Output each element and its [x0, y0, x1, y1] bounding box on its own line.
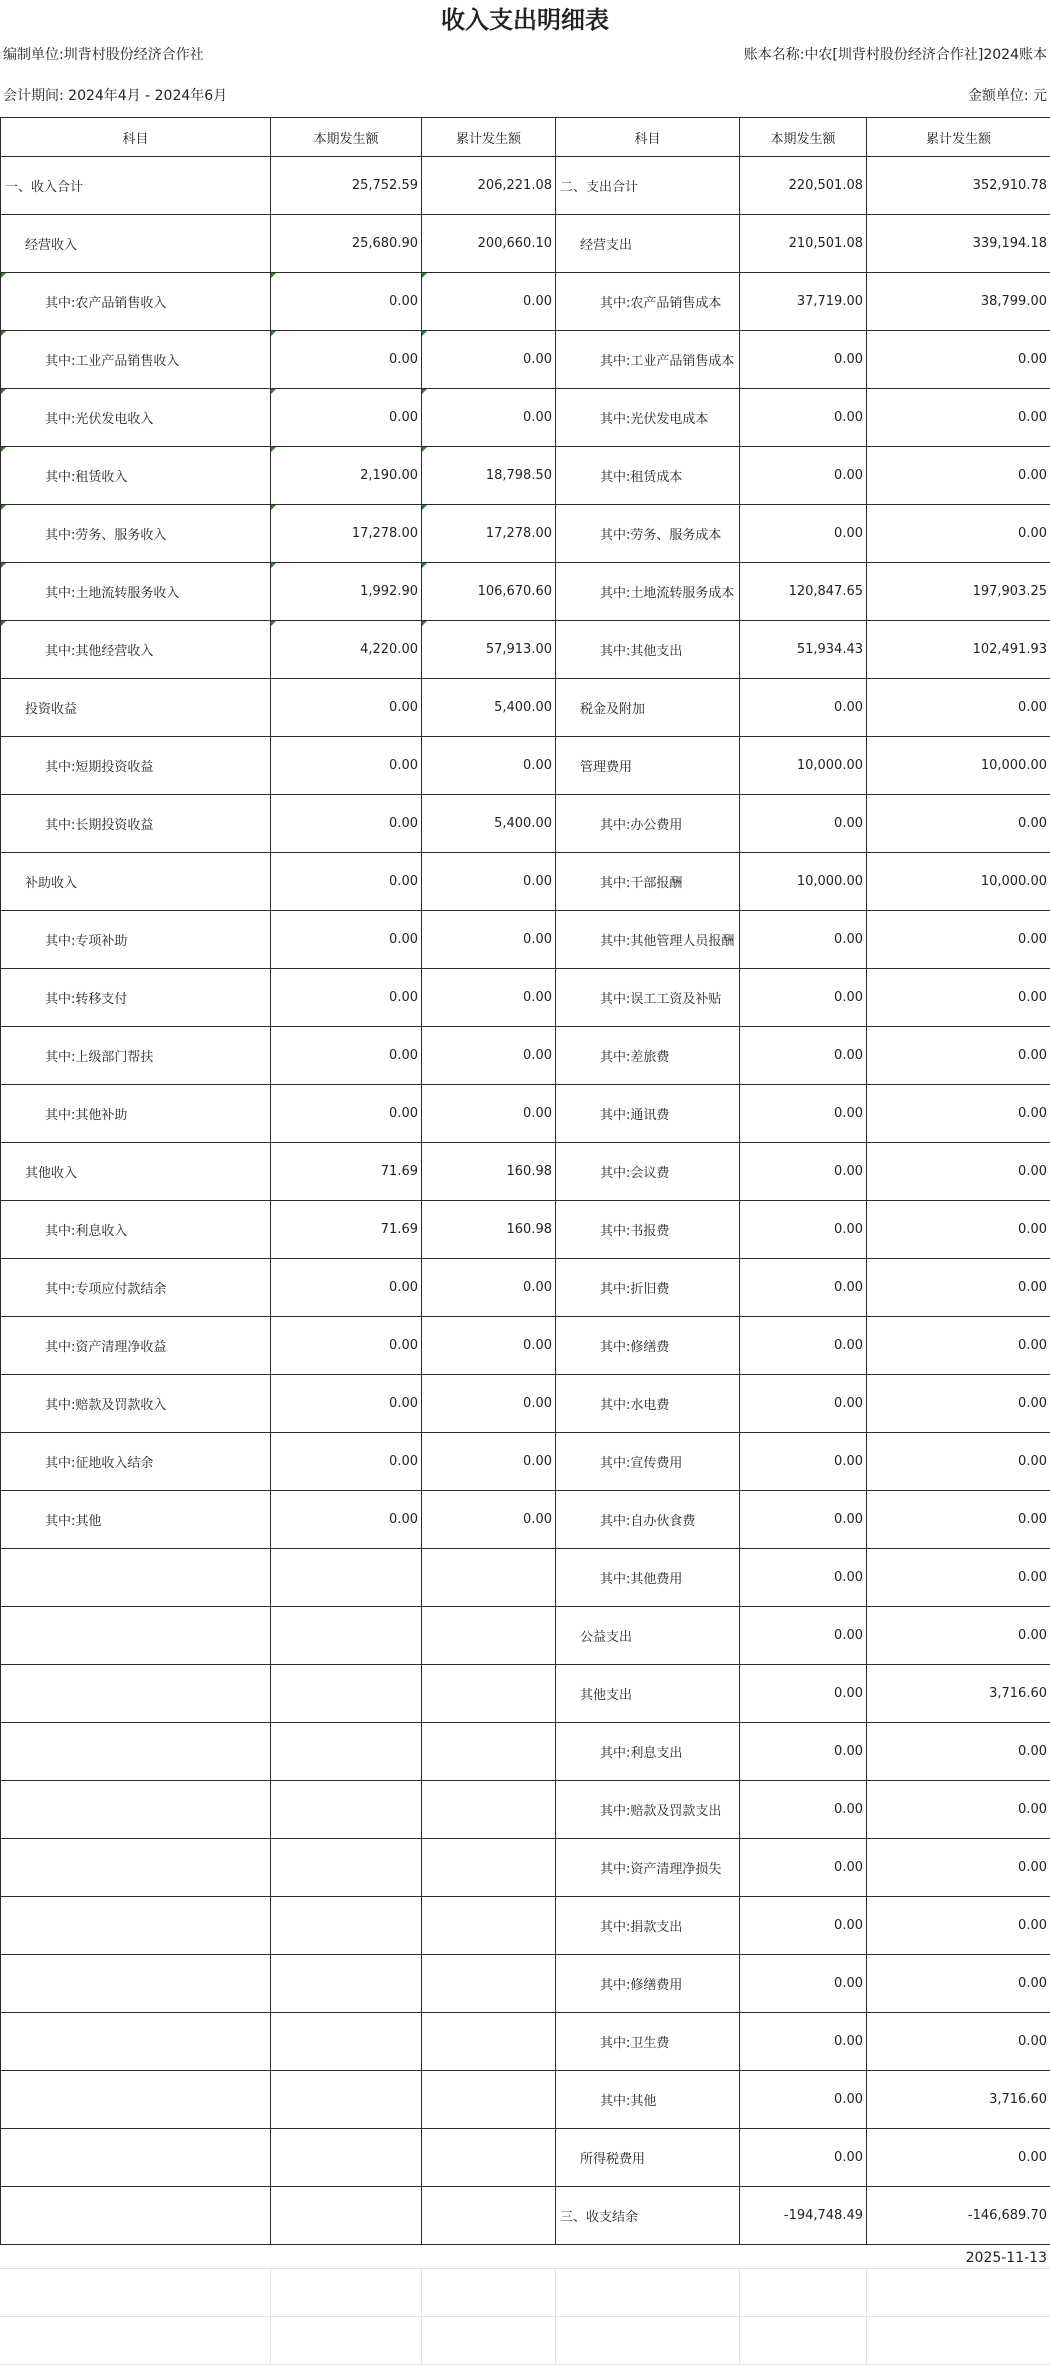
expense-cumulative-amount: 339,194.18: [867, 215, 1050, 273]
table-row: [1, 737, 1050, 795]
expense-current-amount: 0.00: [740, 1433, 867, 1491]
expense-cumulative-amount: 38,799.00: [867, 273, 1050, 331]
expense-cumulative-amount: 3,716.60: [867, 1665, 1050, 1723]
table-row: [1, 1491, 1050, 1549]
cell-marker-icon: [271, 273, 276, 278]
expense-cumulative-amount: 197,903.25: [867, 563, 1050, 621]
table-row: [1, 1607, 1050, 1665]
print-date: 2025-11-13: [965, 2250, 1047, 2266]
expense-subject: 税金及附加: [556, 679, 740, 737]
income-current-amount: 0.00: [271, 1491, 422, 1549]
income-cumulative-amount: [422, 2071, 556, 2129]
table-row: [1, 215, 1050, 273]
income-subject: 其中:光伏发电收入: [1, 389, 271, 447]
income-subject: 其中:租赁收入: [1, 447, 271, 505]
expense-current-amount: 10,000.00: [740, 853, 867, 911]
income-subject: 其中:劳务、服务收入: [1, 505, 271, 563]
income-subject: 其中:短期投资收益: [1, 737, 271, 795]
income-cumulative-amount: 0.00: [422, 853, 556, 911]
income-subject: 投资收益: [1, 679, 271, 737]
income-cumulative-amount: 0.00: [422, 911, 556, 969]
table-row: [1, 1259, 1050, 1317]
expense-current-amount: 0.00: [740, 1607, 867, 1665]
expense-current-amount: 0.00: [740, 2129, 867, 2187]
expense-current-amount: 0.00: [740, 2071, 867, 2129]
expense-cumulative-amount: 10,000.00: [867, 737, 1050, 795]
expense-current-amount: 0.00: [740, 1665, 867, 1723]
table-row: [1, 2187, 1050, 2245]
table-row: [1, 1317, 1050, 1375]
income-subject: [1, 1665, 271, 1723]
expense-subject: 其中:修缮费用: [556, 1955, 740, 2013]
expense-cumulative-amount: 0.00: [867, 795, 1050, 853]
income-subject: 其中:土地流转服务收入: [1, 563, 271, 621]
expense-cumulative-amount: 10,000.00: [867, 853, 1050, 911]
income-subject: [1, 1955, 271, 2013]
income-subject: 经营收入: [1, 215, 271, 273]
income-cumulative-amount: 0.00: [422, 1259, 556, 1317]
expense-current-amount: 0.00: [740, 447, 867, 505]
table-row: [1, 1143, 1050, 1201]
expense-cumulative-amount: 0.00: [867, 1433, 1050, 1491]
income-current-amount: [271, 1955, 422, 2013]
expense-subject: 其中:劳务、服务成本: [556, 505, 740, 563]
expense-subject: 其中:资产清理净损失: [556, 1839, 740, 1897]
income-current-amount: 4,220.00: [271, 621, 422, 679]
income-current-amount: 0.00: [271, 273, 422, 331]
expense-cumulative-amount: 0.00: [867, 1085, 1050, 1143]
cell-marker-icon: [1, 505, 6, 510]
income-current-amount: 0.00: [271, 331, 422, 389]
income-current-amount: [271, 2071, 422, 2129]
expense-subject: 公益支出: [556, 1607, 740, 1665]
income-cumulative-amount: 18,798.50: [422, 447, 556, 505]
income-current-amount: [271, 1897, 422, 1955]
income-current-amount: 0.00: [271, 911, 422, 969]
income-cumulative-amount: 160.98: [422, 1201, 556, 1259]
cell-marker-icon: [422, 331, 427, 336]
income-cumulative-amount: 200,660.10: [422, 215, 556, 273]
expense-subject: 其中:卫生费: [556, 2013, 740, 2071]
expense-cumulative-amount: 0.00: [867, 1143, 1050, 1201]
income-current-amount: 25,680.90: [271, 215, 422, 273]
table-row: [1, 1839, 1050, 1897]
expense-subject: 其中:修缮费: [556, 1317, 740, 1375]
income-current-amount: [271, 2013, 422, 2071]
expense-cumulative-amount: 0.00: [867, 1259, 1050, 1317]
expense-subject: 其中:赔款及罚款支出: [556, 1781, 740, 1839]
expense-current-amount: 0.00: [740, 505, 867, 563]
expense-current-amount: 0.00: [740, 389, 867, 447]
expense-cumulative-amount: -146,689.70: [867, 2187, 1050, 2245]
table-row: [1, 1433, 1050, 1491]
table-row: [1, 2129, 1050, 2187]
expense-current-amount: 0.00: [740, 795, 867, 853]
expense-subject: 其中:通讯费: [556, 1085, 740, 1143]
expense-subject: 其中:误工工资及补贴: [556, 969, 740, 1027]
expense-current-amount: 0.00: [740, 2013, 867, 2071]
col-header-income-cumulative: 累计发生额: [422, 118, 556, 157]
income-current-amount: [271, 1723, 422, 1781]
income-cumulative-amount: 0.00: [422, 1433, 556, 1491]
expense-subject: 其中:利息支出: [556, 1723, 740, 1781]
income-cumulative-amount: 0.00: [422, 969, 556, 1027]
expense-cumulative-amount: 0.00: [867, 1027, 1050, 1085]
expense-current-amount: 0.00: [740, 1839, 867, 1897]
expense-current-amount: 0.00: [740, 1085, 867, 1143]
income-subject: 其中:专项应付款结余: [1, 1259, 271, 1317]
expense-cumulative-amount: 0.00: [867, 679, 1050, 737]
expense-subject: 其中:农产品销售成本: [556, 273, 740, 331]
income-current-amount: 1,992.90: [271, 563, 422, 621]
expense-subject: 其中:其他支出: [556, 621, 740, 679]
expense-current-amount: 0.00: [740, 1375, 867, 1433]
income-current-amount: [271, 1607, 422, 1665]
income-cumulative-amount: 160.98: [422, 1143, 556, 1201]
income-current-amount: 0.00: [271, 389, 422, 447]
expense-subject: 其中:光伏发电成本: [556, 389, 740, 447]
expense-subject: 其中:书报费: [556, 1201, 740, 1259]
expense-cumulative-amount: 0.00: [867, 1375, 1050, 1433]
expense-current-amount: 51,934.43: [740, 621, 867, 679]
expense-subject: 经营支出: [556, 215, 740, 273]
cell-marker-icon: [271, 447, 276, 452]
empty-grid-area: [0, 2268, 1050, 2365]
expense-subject: 其中:折旧费: [556, 1259, 740, 1317]
income-subject: 其中:长期投资收益: [1, 795, 271, 853]
expense-current-amount: 0.00: [740, 331, 867, 389]
expense-current-amount: 0.00: [740, 1781, 867, 1839]
income-current-amount: [271, 2129, 422, 2187]
table-row: [1, 1085, 1050, 1143]
table-row: [1, 621, 1050, 679]
table-row: [1, 331, 1050, 389]
expense-cumulative-amount: 0.00: [867, 331, 1050, 389]
cell-marker-icon: [422, 505, 427, 510]
income-subject: 补助收入: [1, 853, 271, 911]
income-cumulative-amount: 57,913.00: [422, 621, 556, 679]
expense-subject: 其中:干部报酬: [556, 853, 740, 911]
income-subject: [1, 2129, 271, 2187]
expense-subject: 其中:差旅费: [556, 1027, 740, 1085]
income-subject: [1, 1607, 271, 1665]
expense-subject: 其中:水电费: [556, 1375, 740, 1433]
col-header-expense-cumulative: 累计发生额: [867, 118, 1050, 157]
expense-cumulative-amount: 0.00: [867, 1607, 1050, 1665]
table-row: [1, 1375, 1050, 1433]
income-cumulative-amount: 5,400.00: [422, 679, 556, 737]
income-cumulative-amount: 5,400.00: [422, 795, 556, 853]
table-row: [1, 389, 1050, 447]
expense-current-amount: 210,501.08: [740, 215, 867, 273]
col-header-expense-current: 本期发生额: [740, 118, 867, 157]
expense-cumulative-amount: 0.00: [867, 1723, 1050, 1781]
income-cumulative-amount: 0.00: [422, 1027, 556, 1085]
income-current-amount: 0.00: [271, 1375, 422, 1433]
expense-current-amount: 220,501.08: [740, 157, 867, 215]
cell-marker-icon: [271, 563, 276, 568]
expense-subject: 其中:其他费用: [556, 1549, 740, 1607]
expense-cumulative-amount: 0.00: [867, 1955, 1050, 2013]
income-current-amount: 0.00: [271, 1259, 422, 1317]
income-cumulative-amount: 0.00: [422, 331, 556, 389]
expense-subject: 其中:办公费用: [556, 795, 740, 853]
expense-subject: 其他支出: [556, 1665, 740, 1723]
expense-cumulative-amount: 0.00: [867, 1549, 1050, 1607]
table-row: [1, 273, 1050, 331]
cell-marker-icon: [422, 447, 427, 452]
expense-current-amount: 37,719.00: [740, 273, 867, 331]
income-current-amount: 25,752.59: [271, 157, 422, 215]
expense-cumulative-amount: 0.00: [867, 1491, 1050, 1549]
income-current-amount: 0.00: [271, 795, 422, 853]
income-subject: 其中:利息收入: [1, 1201, 271, 1259]
expense-cumulative-amount: 3,716.60: [867, 2071, 1050, 2129]
income-cumulative-amount: 17,278.00: [422, 505, 556, 563]
income-cumulative-amount: [422, 1781, 556, 1839]
income-cumulative-amount: [422, 1955, 556, 2013]
income-subject: 其中:工业产品销售收入: [1, 331, 271, 389]
accounting-period: 会计期间: 2024年4月 - 2024年6月: [3, 88, 228, 104]
expense-subject: 其中:其他管理人员报酬: [556, 911, 740, 969]
income-subject: 其他收入: [1, 1143, 271, 1201]
income-current-amount: [271, 1665, 422, 1723]
income-current-amount: 2,190.00: [271, 447, 422, 505]
income-cumulative-amount: 206,221.08: [422, 157, 556, 215]
cell-marker-icon: [1, 273, 6, 278]
expense-subject: 所得税费用: [556, 2129, 740, 2187]
income-current-amount: 0.00: [271, 1085, 422, 1143]
income-current-amount: 0.00: [271, 1433, 422, 1491]
expense-current-amount: 0.00: [740, 1723, 867, 1781]
cell-marker-icon: [1, 389, 6, 394]
expense-subject: 三、收支结余: [556, 2187, 740, 2245]
table-row: [1, 1897, 1050, 1955]
cell-marker-icon: [422, 621, 427, 626]
cell-marker-icon: [422, 389, 427, 394]
income-current-amount: 0.00: [271, 679, 422, 737]
table-row: [1, 1549, 1050, 1607]
income-subject: [1, 2013, 271, 2071]
income-subject: 其中:征地收入结余: [1, 1433, 271, 1491]
expense-cumulative-amount: 0.00: [867, 1317, 1050, 1375]
income-expense-table: [0, 117, 1050, 2245]
expense-cumulative-amount: 0.00: [867, 1839, 1050, 1897]
expense-current-amount: -194,748.49: [740, 2187, 867, 2245]
expense-cumulative-amount: 0.00: [867, 389, 1050, 447]
income-cumulative-amount: [422, 1897, 556, 1955]
income-subject: 其中:转移支付: [1, 969, 271, 1027]
cell-marker-icon: [271, 621, 276, 626]
col-header-income-subject: 科目: [1, 118, 271, 157]
table-row: [1, 505, 1050, 563]
income-cumulative-amount: 0.00: [422, 737, 556, 795]
table-row: [1, 563, 1050, 621]
table-row: [1, 157, 1050, 215]
income-subject: [1, 1839, 271, 1897]
income-subject: [1, 1781, 271, 1839]
expense-cumulative-amount: 352,910.78: [867, 157, 1050, 215]
table-row: [1, 2013, 1050, 2071]
expense-current-amount: 0.00: [740, 679, 867, 737]
expense-subject: 其中:租赁成本: [556, 447, 740, 505]
cell-marker-icon: [1, 331, 6, 336]
income-cumulative-amount: [422, 1665, 556, 1723]
cell-marker-icon: [1, 447, 6, 452]
table-row: [1, 1665, 1050, 1723]
expense-current-amount: 0.00: [740, 1317, 867, 1375]
table-row: [1, 1027, 1050, 1085]
col-header-income-current: 本期发生额: [271, 118, 422, 157]
compiling-unit: 编制单位:圳背村股份经济合作社: [3, 47, 204, 63]
income-cumulative-amount: [422, 1839, 556, 1897]
income-current-amount: 0.00: [271, 853, 422, 911]
income-cumulative-amount: 106,670.60: [422, 563, 556, 621]
table-row: [1, 1201, 1050, 1259]
expense-cumulative-amount: 0.00: [867, 1201, 1050, 1259]
income-subject: 其中:其他补助: [1, 1085, 271, 1143]
table-row: [1, 447, 1050, 505]
income-current-amount: 0.00: [271, 1317, 422, 1375]
expense-current-amount: 0.00: [740, 1955, 867, 2013]
report-title: 收入支出明细表: [441, 6, 609, 34]
expense-cumulative-amount: 0.00: [867, 1897, 1050, 1955]
ledger-name: 账本名称:中农[圳背村股份经济合作社]2024账本: [743, 47, 1047, 63]
expense-current-amount: 0.00: [740, 1027, 867, 1085]
expense-cumulative-amount: 0.00: [867, 505, 1050, 563]
income-current-amount: 0.00: [271, 969, 422, 1027]
expense-subject: 其中:其他: [556, 2071, 740, 2129]
expense-subject: 其中:工业产品销售成本: [556, 331, 740, 389]
table-row: [1, 1781, 1050, 1839]
currency-unit: 金额单位: 元: [967, 88, 1047, 104]
income-current-amount: [271, 1781, 422, 1839]
income-cumulative-amount: [422, 1607, 556, 1665]
cell-marker-icon: [1, 563, 6, 568]
income-cumulative-amount: 0.00: [422, 1317, 556, 1375]
expense-subject: 管理费用: [556, 737, 740, 795]
cell-marker-icon: [271, 389, 276, 394]
income-cumulative-amount: 0.00: [422, 1375, 556, 1433]
expense-cumulative-amount: 0.00: [867, 2129, 1050, 2187]
cell-marker-icon: [271, 331, 276, 336]
expense-cumulative-amount: 0.00: [867, 2013, 1050, 2071]
cell-marker-icon: [1, 621, 6, 626]
income-subject: [1, 2071, 271, 2129]
income-subject: 其中:上级部门帮扶: [1, 1027, 271, 1085]
cell-marker-icon: [271, 505, 276, 510]
table-row: [1, 679, 1050, 737]
income-current-amount: 17,278.00: [271, 505, 422, 563]
expense-current-amount: 0.00: [740, 1549, 867, 1607]
cell-marker-icon: [422, 563, 427, 568]
income-cumulative-amount: 0.00: [422, 1085, 556, 1143]
cell-marker-icon: [422, 273, 427, 278]
income-cumulative-amount: 0.00: [422, 1491, 556, 1549]
expense-current-amount: 0.00: [740, 1491, 867, 1549]
expense-cumulative-amount: 0.00: [867, 969, 1050, 1027]
table-header-row: [1, 118, 1050, 157]
income-cumulative-amount: [422, 2187, 556, 2245]
income-subject: 其中:专项补助: [1, 911, 271, 969]
expense-current-amount: 0.00: [740, 911, 867, 969]
income-cumulative-amount: [422, 2129, 556, 2187]
income-subject: 其中:农产品销售收入: [1, 273, 271, 331]
income-subject: 其中:赔款及罚款收入: [1, 1375, 271, 1433]
expense-cumulative-amount: 0.00: [867, 447, 1050, 505]
expense-subject: 其中:会议费: [556, 1143, 740, 1201]
expense-cumulative-amount: 0.00: [867, 911, 1050, 969]
expense-cumulative-amount: 0.00: [867, 1781, 1050, 1839]
expense-current-amount: 0.00: [740, 1897, 867, 1955]
income-current-amount: [271, 1549, 422, 1607]
income-subject: 其中:其他: [1, 1491, 271, 1549]
income-current-amount: 0.00: [271, 1027, 422, 1085]
expense-current-amount: 0.00: [740, 1201, 867, 1259]
income-subject: 一、收入合计: [1, 157, 271, 215]
income-subject: 其中:资产清理净收益: [1, 1317, 271, 1375]
expense-subject: 二、支出合计: [556, 157, 740, 215]
table-row: [1, 1955, 1050, 2013]
income-current-amount: 71.69: [271, 1143, 422, 1201]
expense-current-amount: 120,847.65: [740, 563, 867, 621]
expense-subject: 其中:捐款支出: [556, 1897, 740, 1955]
table-row: [1, 911, 1050, 969]
income-cumulative-amount: 0.00: [422, 389, 556, 447]
income-subject: [1, 1897, 271, 1955]
expense-current-amount: 0.00: [740, 969, 867, 1027]
income-subject: [1, 1723, 271, 1781]
income-subject: [1, 1549, 271, 1607]
expense-current-amount: 0.00: [740, 1143, 867, 1201]
expense-subject: 其中:宣传费用: [556, 1433, 740, 1491]
expense-current-amount: 10,000.00: [740, 737, 867, 795]
expense-subject: 其中:自办伙食费: [556, 1491, 740, 1549]
income-cumulative-amount: [422, 2013, 556, 2071]
table-row: [1, 853, 1050, 911]
table-row: [1, 2071, 1050, 2129]
income-subject: [1, 2187, 271, 2245]
table-row: [1, 1723, 1050, 1781]
income-current-amount: [271, 1839, 422, 1897]
income-current-amount: 0.00: [271, 737, 422, 795]
income-subject: 其中:其他经营收入: [1, 621, 271, 679]
table-row: [1, 969, 1050, 1027]
income-cumulative-amount: [422, 1723, 556, 1781]
table-row: [1, 795, 1050, 853]
expense-cumulative-amount: 102,491.93: [867, 621, 1050, 679]
income-cumulative-amount: 0.00: [422, 273, 556, 331]
expense-subject: 其中:土地流转服务成本: [556, 563, 740, 621]
col-header-expense-subject: 科目: [556, 118, 740, 157]
income-cumulative-amount: [422, 1549, 556, 1607]
income-current-amount: [271, 2187, 422, 2245]
expense-current-amount: 0.00: [740, 1259, 867, 1317]
income-current-amount: 71.69: [271, 1201, 422, 1259]
